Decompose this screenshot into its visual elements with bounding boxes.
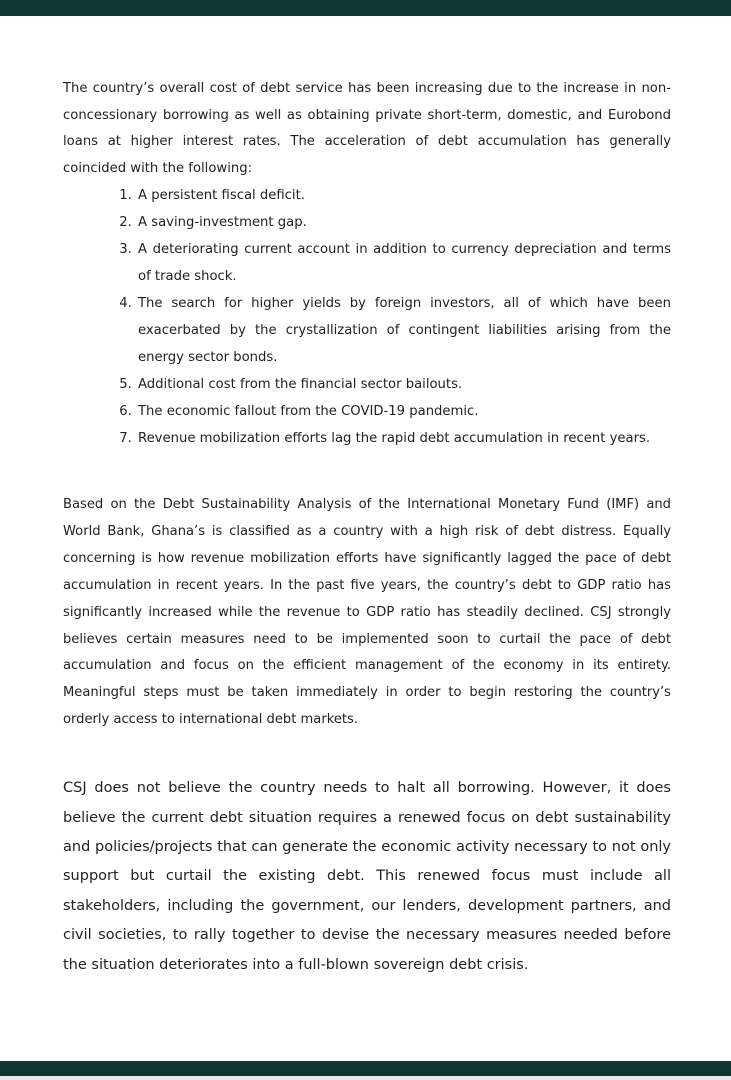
factor-list [63,182,671,452]
intro-paragraph: The country’s overall cost of debt service has been increasing due to the increase in non-concessionary borrowing as well as obtaining private short-term, domestic, and Eurobond loans at higher interest rates. The acceleration of debt accumulation has generally coincided with the following: [63,81,671,176]
list-item: 6. The economic fallout from the COVID-19 pandemic. [136,398,671,425]
document-body [63,76,671,980]
top-header-band [0,0,731,16]
list-item: 2. A saving-investment gap. [136,209,671,236]
list-item: 4. The search for higher yields by foreign investors, all of which have been exacerbated by the crystallization of contingent liabilities arising from the energy sector bonds. [136,290,671,371]
list-item: 7. Revenue mobilization efforts lag the rapid debt accumulation in recent years. [136,425,671,452]
dsa-paragraph: Based on the Debt Sustainability Analysis of the International Monetary Fund (IMF) and World Bank, Ghana’s is classified as a country with a high risk of debt distress. Equally concerning is how revenue mobilization efforts have significantly lagged the pace of debt accumulation in recent years. In the past five years, the country’s debt to GDP ratio has significantly increased while the revenue to GDP ratio has steadily declined. CSJ strongly believes certain measures need to be implemented soon to curtail the pace of debt accumulation and focus on the efficient management of the economy in its entirety. Meaningful steps must be taken immediately in order to begin restoring the country’s orderly access to international debt markets. [63,497,671,728]
list-item: 1. A persistent fiscal deficit. [136,182,671,209]
list-item: 5. Additional cost from the financial sector bailouts. [136,371,671,398]
list-item: 3. A deteriorating current account in addition to currency depreciation and terms of trade shock. [136,236,671,290]
borrowing-paragraph: CSJ does not believe the country needs to halt all borrowing. However, it does believe the current debt situation requires a renewed focus on debt sustainability and policies/projects that can generate the economic activity necessary to not only support but curtail the existing debt. This renewed focus must include all stakeholders, including the government, our lenders, development partners, and civil societies, to rally together to devise the necessary measures needed before the situation deteriorates into a full-blown sovereign debt crisis. [63,780,671,973]
bottom-edge-strip [0,1076,731,1080]
